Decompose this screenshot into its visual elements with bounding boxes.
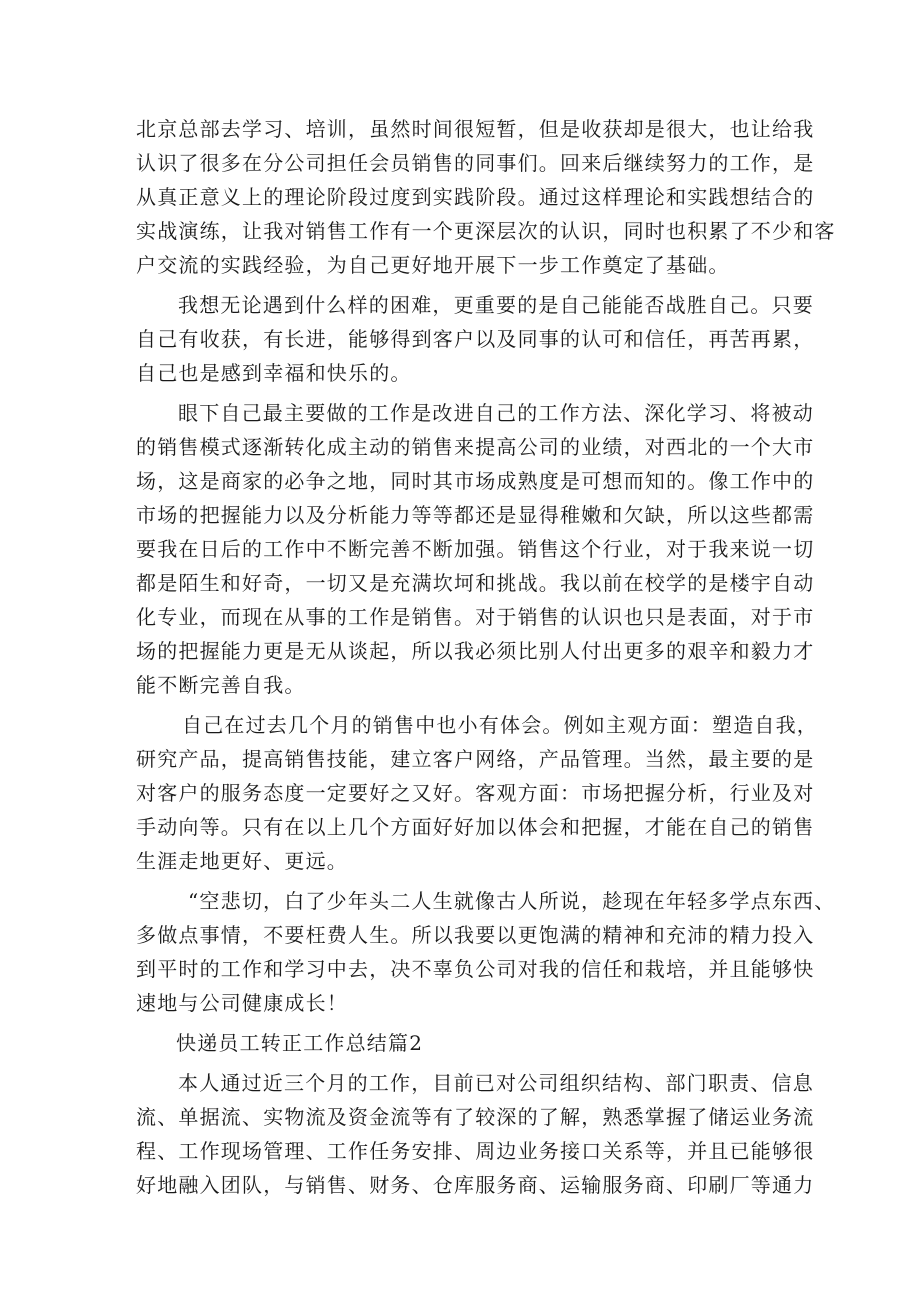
text-line: 自己在过去几个月的销售中也小有体会。例如主观方面：塑造自我，: [182, 713, 818, 737]
text-line: 从真正意义上的理论阶段过度到实践阶段。通过这样理论和实践想结合的: [136, 185, 815, 209]
text-line: 我想无论遇到什么样的困难，更重要的是自己能能否战胜自己。只要: [178, 293, 814, 317]
paragraph-1: [136, 112, 836, 282]
text-line: 眼下自己最主要做的工作是改进自己的工作方法、深化学习、将被动: [178, 401, 814, 425]
text-line: 生涯走地更好、更远。: [136, 849, 348, 873]
text-line: 要我在日后的工作中不断完善不断加强。销售这个行业，对于我来说一切: [136, 537, 815, 561]
text-line: 都是陌生和好奇，一切又是充满坎坷和挑战。我以前在校学的是楼宇自动: [136, 571, 815, 595]
text-line: 自己有收获，有长进，能够得到客户以及同事的认可和信任，再苦再累，: [136, 327, 815, 351]
text-line: 程、工作现场管理、工作任务安排、周边业务接口关系等，并且已能够很: [136, 1139, 815, 1163]
text-line: 到平时的工作和学习中去，决不辜负公司对我的信任和栽培，并且能够快: [136, 957, 815, 981]
text-line: 手动向等。只有在以上几个方面好好加以体会和把握，才能在自己的销售: [136, 815, 815, 839]
text-line: 化专业，而现在从事的工作是销售。对于销售的认识也只是表面，对于市: [136, 605, 815, 629]
text-line: 多做点事情，不要枉费人生。所以我要以更饱满的精神和充沛的精力投入: [136, 923, 815, 947]
text-line: 市场的把握能力以及分析能力等等都还是显得稚嫩和欠缺，所以这些都需: [136, 503, 815, 527]
text-line: 实战演练，让我对销售工作有一个更深层次的认识，同时也积累了不少和客: [136, 219, 836, 243]
text-line: 流、单据流、实物流及资金流等有了较深的了解，熟悉掌握了储运业务流: [136, 1105, 815, 1129]
paragraph-4: [136, 708, 818, 878]
text-line: 能不断完善自我。: [136, 673, 306, 697]
text-line: 速地与公司健康成长！: [136, 991, 348, 1015]
paragraph-6: [136, 1066, 815, 1202]
paragraph-2: [136, 288, 815, 390]
text-line: 户交流的实践经验，为自己更好地开展下一步工作奠定了基础。: [136, 253, 730, 277]
paragraph-3: [136, 396, 815, 702]
text-line: 场，这是商家的必争之地，同时其市场成熟度是可想而知的。像工作中的: [136, 469, 815, 493]
text-line: 好地融入团队，与销售、财务、仓库服务商、运输服务商、印刷厂等通力: [136, 1173, 815, 1197]
section-heading: [136, 1026, 786, 1060]
paragraph-5: [136, 884, 836, 1020]
text-line: “空悲切，白了少年头二人生就像古人所说，趁现在年轻多学点东西、: [188, 889, 836, 913]
text-line: 本人通过近三个月的工作，目前已对公司组织结构、部门职责、信息: [178, 1071, 814, 1095]
text-line: 北京总部去学习、培训，虽然时间很短暂，但是收获却是很大，也让给我: [136, 117, 815, 141]
text-line: 的销售模式逐渐转化成主动的销售来提高公司的业绩，对西北的一个大市: [136, 435, 815, 459]
text-line: 自己也是感到幸福和快乐的。: [136, 361, 412, 385]
heading-text: 快递员工转正工作总结篇2: [176, 1031, 424, 1055]
text-line: 场的把握能力更是无从谈起，所以我必须比别人付出更多的艰辛和毅力才: [136, 639, 815, 663]
text-line: 认识了很多在分公司担任会员销售的同事们。回来后继续努力的工作，是: [136, 151, 815, 175]
text-line: 研究产品，提高销售技能，建立客户网络，产品管理。当然，最主要的是: [136, 747, 815, 771]
text-line: 对客户的服务态度一定要好之又好。客观方面：市场把握分析，行业及对: [136, 781, 815, 805]
document-body: [136, 112, 836, 1202]
